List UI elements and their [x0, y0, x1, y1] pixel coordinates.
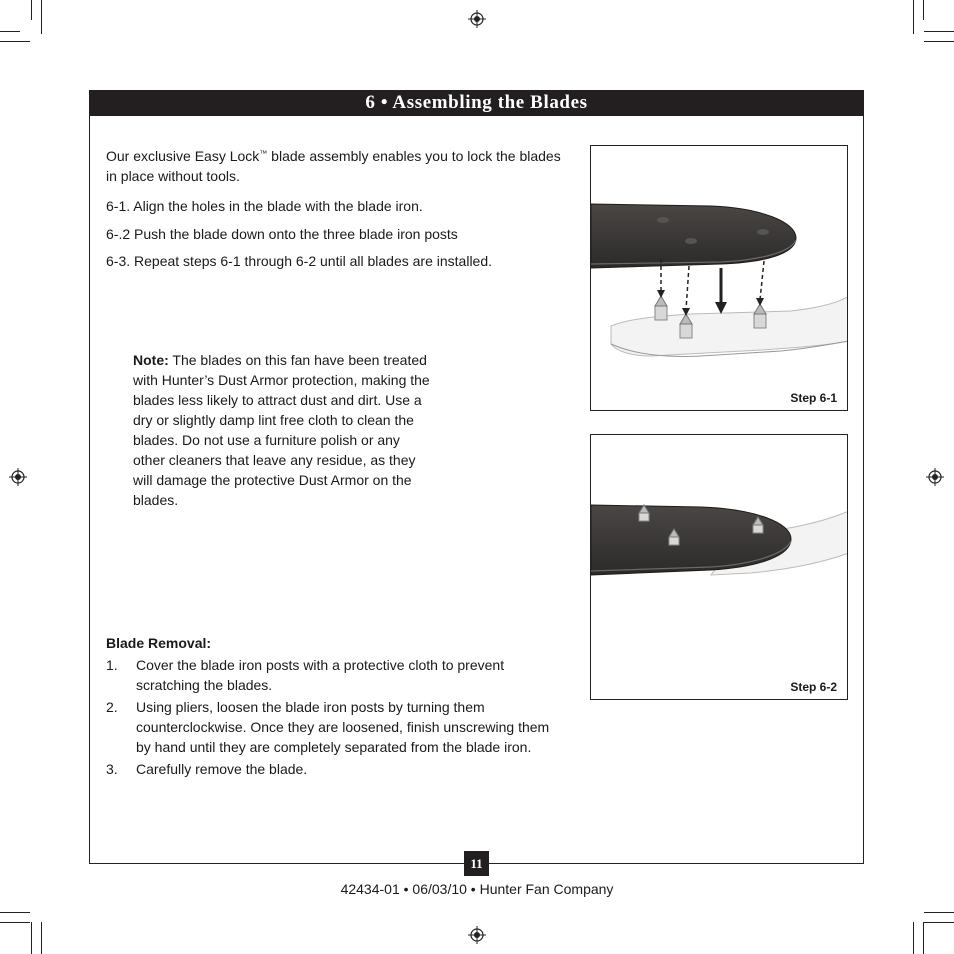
removal-item-text: Using pliers, loosen the blade iron posts by turning them counterclockwise. Once they are loosened, finish unscrewing them by hand until they are completely separated from the blade iron.: [136, 699, 550, 755]
crop-mark: [923, 922, 924, 954]
crop-mark: [0, 41, 30, 42]
figure-step-6-2: [590, 434, 848, 700]
figure-label: Step 6-2: [790, 680, 837, 694]
figure-step-6-1: [590, 145, 848, 411]
push-down-arrow-icon: [715, 302, 727, 314]
trademark-symbol: ™: [259, 149, 268, 158]
crop-mark: [924, 41, 954, 42]
crop-mark: [0, 922, 30, 923]
step-6-2: 6-.2 Push the blade down onto the three blade iron posts: [106, 226, 458, 242]
dust-armor-note: [133, 350, 433, 510]
note-label: Note:: [133, 352, 169, 368]
removal-item-number: 3.: [106, 761, 118, 777]
note-text: The blades on this fan have been treated with Hunter’s Dust Armor protection, making the blades less likely to attract dust and dirt. Use a dry or slightly damp lint free cloth to clean the blades. Do not use a furniture polish or any other cleaners that leave any residue, as they will damage the protective Dust Armor on the blades.: [133, 352, 430, 508]
crop-mark: [913, 922, 914, 954]
blade-iron-post: [754, 304, 766, 328]
blade-removal-title: Blade Removal:: [106, 635, 212, 651]
crop-mark: [31, 0, 32, 20]
removal-item-text: Carefully remove the blade.: [136, 761, 308, 777]
removal-item-number: 1.: [106, 657, 118, 673]
crop-mark: [923, 0, 924, 20]
crop-mark: [924, 922, 954, 923]
step-6-3: 6-3. Repeat steps 6-1 through 6-2 until all blades are installed.: [106, 253, 493, 269]
crop-mark: [0, 912, 30, 913]
page-footer: 42434-01 • 06/03/10 • Hunter Fan Company: [340, 881, 614, 897]
removal-item-number: 2.: [106, 699, 118, 715]
page-number: 11: [464, 851, 489, 876]
section-title: 6 • Assembling the Blades: [89, 90, 864, 116]
blade-iron-post: [655, 296, 667, 320]
step-6-1: 6-1. Align the holes in the blade with the blade iron.: [106, 198, 423, 214]
crop-mark: [31, 922, 32, 954]
crop-mark: [913, 0, 914, 34]
registration-mark-icon: [926, 468, 944, 486]
registration-mark-icon: [468, 10, 486, 28]
blade-alignment-illustration: [591, 146, 848, 411]
blade-installed-illustration: [591, 435, 848, 700]
intro-after: blade assembly enables you to lock the blades in place without tools.: [106, 148, 561, 184]
crop-mark: [41, 922, 42, 954]
intro-before: Our exclusive Easy Lock: [106, 148, 260, 164]
figure-label: Step 6-1: [790, 391, 837, 405]
fan-blade: [591, 204, 796, 268]
crop-mark: [0, 31, 20, 32]
registration-mark-icon: [9, 468, 27, 486]
intro-paragraph: [106, 146, 566, 186]
crop-mark: [41, 0, 42, 34]
crop-mark: [924, 31, 954, 32]
crop-mark: [924, 912, 954, 913]
registration-mark-icon: [468, 926, 486, 944]
removal-item-text: Cover the blade iron posts with a protective cloth to prevent scratching the blades.: [136, 657, 505, 693]
